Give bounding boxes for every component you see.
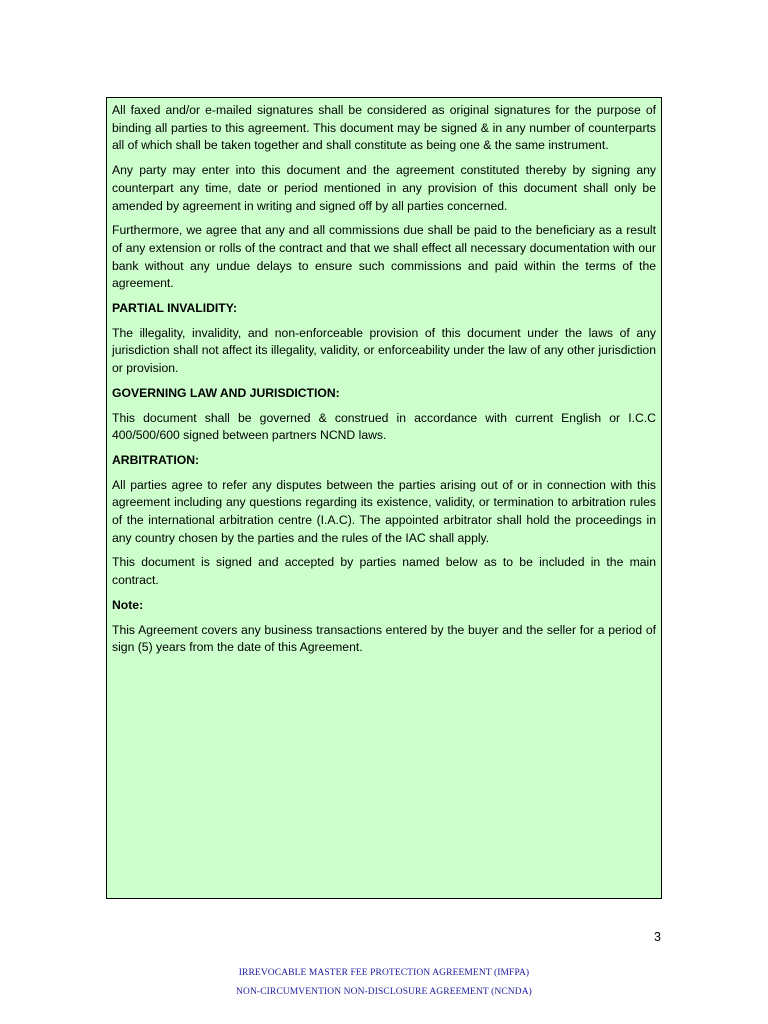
governing-law-text: This document shall be governed & construed in accordance with current English or I.C.C 400/500/600 signed between partners NCND laws. xyxy=(112,410,656,443)
governing-law-heading: GOVERNING LAW AND JURISDICTION: xyxy=(112,385,340,400)
footer-title-ncnda: NON-CIRCUMVENTION NON-DISCLOSURE AGREEMENT (NCNDA) xyxy=(236,987,532,997)
note-text: This Agreement covers any business transactions entered by the buyer and the seller for a period of sign (5) years from the date of this Agreement. xyxy=(112,622,656,655)
agreement-text-box xyxy=(106,97,662,899)
partial-invalidity-text: The illegality, invalidity, and non-enforceable provision of this document under the laws of any jurisdiction shall not affect its illegality, validity, or enforceability under the law of any other jurisdiction or provision. xyxy=(112,325,656,376)
page-number: 3 xyxy=(654,930,661,944)
note-heading: Note: xyxy=(112,597,144,612)
arbitration-heading: ARBITRATION: xyxy=(112,452,200,467)
commissions-paragraph: Furthermore, we agree that any and all commissions due shall be paid to the beneficiary as a result of any extension or rolls of the contract and that we shall effect all necessary documentation with our bank without any undue delays to ensure such commissions and paid within the terms of the agreement. xyxy=(112,223,656,291)
footer-title-imfpa: IRREVOCABLE MASTER FEE PROTECTION AGREEMENT (IMFPA) xyxy=(238,968,530,978)
signatures-paragraph: All faxed and/or e-mailed signatures shall be considered as original signatures for the purpose of binding all parties to this agreement. This document may be signed & in any number of counterparts all of which shall be taken together and shall constitute as being one & the same instrument. xyxy=(112,103,656,153)
partial-invalidity-heading: PARTIAL INVALIDITY: xyxy=(112,301,238,316)
arbitration-text: All parties agree to refer any disputes between the parties arising out of or in connection with this agreement including any questions regarding its existence, validity, or termination to arbitration rules of the international arbitration centre (I.A.C). The appointed arbitrator shall hold the proceedings in any country chosen by the parties and the rules of the IAC shall apply. xyxy=(112,477,656,545)
signed-accepted-text: This document is signed and accepted by parties named below as to be included in the main contract. xyxy=(112,555,656,588)
counterpart-paragraph: Any party may enter into this document and the agreement constituted thereby by signing any counterpart any time, date or period mentioned in any provision of this document shall only be amended by agreement in writing and signed off by all parties concerned. xyxy=(112,163,656,213)
